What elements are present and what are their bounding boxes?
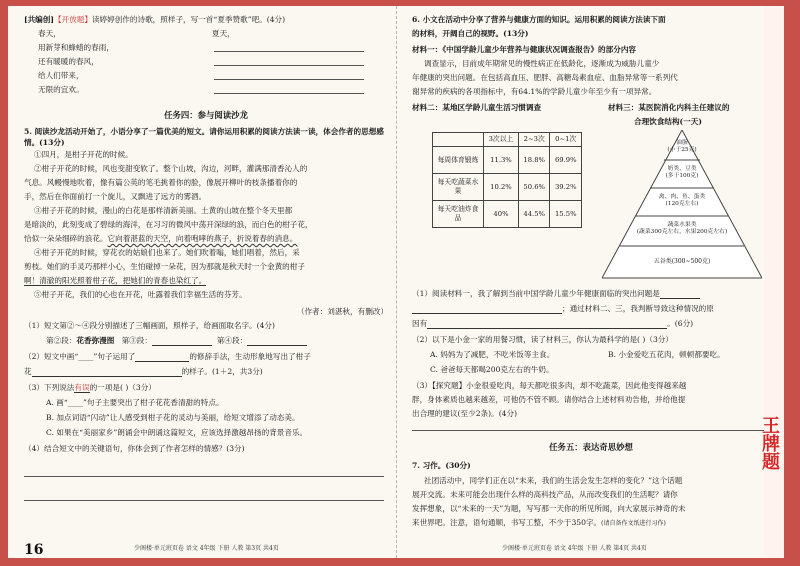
- para-4c: [24, 275, 206, 286]
- task4-title: 任务四：参与阅读沙龙: [164, 110, 248, 120]
- table-cell: 每天吃油炸食品: [433, 201, 484, 228]
- sq1-label-4: 第④段：: [216, 336, 248, 345]
- sq3-option-c: C. 如果在“美丽家乡”朗诵会中朗诵这篇短文，应该选择激越昂扬的背景音乐。: [46, 428, 308, 437]
- poem-right-label: 夏天，: [212, 29, 235, 38]
- r-sq3b: 胖，身体素质也越来越差，可他仍不管不顾。请你结合上述材料劝告他，并给他提: [412, 395, 686, 404]
- q-header-text: 读婷婷创作的诗歌，照样子，写一首“夏季赞歌”吧。(4分): [91, 15, 286, 24]
- q7d-note: (请自备作文纸进行习作): [601, 520, 666, 527]
- right-footer: 少阁楼·单元班页卷 语文 4年级 下册 人教 第4页 共4页: [502, 544, 647, 552]
- poem-line-3: 还有暖暖的春风，: [38, 57, 99, 66]
- m3-sub: 合理饮食结构(一天): [634, 117, 702, 126]
- q7b: 展开交流。未来可能会出现什么样的高科技产品，从而改变我们的生活呢？请你: [412, 490, 678, 499]
- q7c: 发挥想象，以“未来的一天”为题，写写那一天你的所见所闻，向大家展示神奇的未: [412, 504, 686, 513]
- r-sq1-blank-2[interactable]: [412, 304, 562, 314]
- sq1-blank-4[interactable]: [247, 336, 307, 346]
- pyramid-level-vegetables: 蔬菜水果类 (蔬菜300克左右，水果200克左右): [636, 222, 728, 235]
- para-2b: 气息。风幔慢地吹着，像有篇公英的笔毛挑着你的脸，像展开柳叶的枝条播着你的: [24, 178, 298, 187]
- table-header-cell: 2~3次: [518, 133, 550, 147]
- para-4c-underlined: 啊！清澈的阳光照着柑子花，把她们的青春也染红了。: [24, 276, 207, 285]
- poem-answer-line-4[interactable]: [214, 93, 364, 94]
- r-sq3a: （3）【探究题】小金很爱吃肉，每天都吃很多肉，却不吃蔬菜，因此他变得越来越: [412, 381, 687, 390]
- table-row: [433, 147, 582, 174]
- table-cell: 50.6%: [518, 174, 550, 201]
- para-4a: ④柑子开花的时候，穿花衣的姑娘们也来了。她们吹着嗡，她们唱着，然后，采: [34, 248, 300, 257]
- r-sq3c: 出合理的建议(至少2条)。(4分): [412, 409, 518, 418]
- tag-open: 【开放题】: [53, 15, 92, 24]
- r-sq2-option-a: A. 妈妈为了减肥，不吃米饭等主食。: [430, 350, 555, 359]
- table-cell: 15.5%: [550, 201, 582, 228]
- r-sq1b-text: ；通过材料二、三，我判断导致这种情况的原: [562, 304, 714, 313]
- sq3-end: 的一项是( )（3分）: [89, 383, 156, 392]
- sq3-option-b: B. 加点词语“闪动”让人感受到柑子花的灵动与美丽，给短文增添了动态美。: [46, 413, 300, 422]
- para-1: ①四月，是柑子开花的时候。: [34, 150, 133, 159]
- para-3a: ③柑子开花的时候，漫山的白花是那样清新美丽。土黄的山坡在整个冬天里都: [34, 206, 293, 215]
- pyramid-level-oil: 油脂 (小于25克): [667, 140, 697, 153]
- sq2-line-b: [24, 366, 263, 377]
- author-line: （作者：刘湛秋，有删改）: [296, 307, 388, 316]
- sq4: （4）结合短文中的关键语句，你体会到了作者怎样的情感？(3分): [24, 444, 245, 453]
- table-cell: 每天吃蔬菜水果: [433, 174, 484, 201]
- poem-line-2: 用新芽和蜂蜡的春雨，: [38, 43, 114, 52]
- sq3-line: [24, 382, 156, 393]
- left-footer: 少阁楼·单元班页卷 语文 4年级 下册 人教 第3页 共4页: [134, 544, 279, 552]
- r-sq1-blank-3[interactable]: [427, 319, 667, 329]
- para-4b: 剪枝。她们的手灵巧那样小心，生怕碰掉一朵花，因为那就是秋天时一个金黄的柑子: [24, 262, 305, 271]
- poem-answer-line-2[interactable]: [214, 65, 364, 66]
- right-page: [412, 6, 770, 558]
- para-3c: [24, 233, 297, 244]
- m2-title: 材料二：某地区学龄儿童生活习惯调查: [412, 103, 542, 112]
- poem-line-1: 春天，: [38, 29, 61, 38]
- sq2-text-a2: 的修辞手法，生动形象地写出了柑子: [189, 352, 311, 361]
- sq4-answer-line-1[interactable]: [24, 476, 384, 477]
- r-sq1-blank-1[interactable]: [660, 289, 700, 299]
- page-number: 16: [24, 541, 44, 558]
- q6: 6. 小文在活动中分享了营养与健康方面的知识。运用积累的阅读方法读下面: [412, 15, 666, 24]
- sq1-example: 花香弥漫图: [76, 336, 115, 345]
- sq1: （1）短文第②～④段分别描述了三幅画面，照样子，给画面取名字。(4分): [24, 321, 275, 330]
- poem-line-4: 给人们带来，: [38, 71, 84, 80]
- diet-pyramid: [602, 130, 762, 280]
- right-margin-strip: [759, 6, 784, 558]
- para-3b: 是暗淡的，此刻变成了碧绿的海洋，在习习的微风中荡开深绿的浪，而白色的柑子花，: [24, 220, 313, 229]
- table-cell: 10.2%: [484, 174, 519, 201]
- table-header-cell: 0~1次: [550, 133, 582, 147]
- table-cell: 44.5%: [518, 201, 550, 228]
- m1-title: 材料一：《中国学龄儿童少年营养与健康状况调查报告》的部分内容: [412, 45, 637, 54]
- para-5: ⑤柑子开花，我们的心也在开花，吐露着我们幸福生活的芬芳。: [34, 290, 247, 299]
- task5-title: 任务五：表达奇思妙想: [549, 442, 633, 452]
- sq2-line-a: [24, 351, 311, 362]
- sq2-text-b1: 花: [24, 367, 32, 376]
- table-cell: 11.3%: [484, 147, 519, 174]
- table-row: [433, 174, 582, 201]
- para-2c: 手，然后在你面前打一个旋儿，又飘进了远方的雾酒。: [24, 192, 207, 201]
- m1b: 年健康的突出问题。在包括高血压、肥胖、高糖岛素血症、血脂异常等一系列代: [412, 73, 678, 82]
- brand-vertical-text: 王牌题: [759, 416, 780, 470]
- para-3c-wavy: 它向着湛蓝的天空，向着咆哮的燕子，折说着春的消息。: [107, 234, 298, 243]
- pyramid-level-dairy: 奶类、豆类 (多于100克): [665, 166, 699, 179]
- r-sq1a: [412, 288, 700, 299]
- exam-spread: [8, 6, 784, 558]
- q7: 7. 习作。(30分): [412, 461, 471, 470]
- pyramid-level-grains: 五谷类(300~500克): [653, 258, 711, 265]
- sq3-red: 有误: [74, 383, 90, 392]
- para-2a: ②柑子开花的时候，风也变甜变软了。整个山坡，沟边，河畔，灌满那清香沁人的: [34, 164, 308, 173]
- table-cell: 40%: [484, 201, 519, 228]
- q-header: [24, 14, 285, 25]
- table-header-cell: [433, 133, 484, 147]
- left-page: [24, 6, 388, 558]
- table-cell: 39.2%: [550, 174, 582, 201]
- sq3-option-a: A. 画“____”句子主要突出了柑子花花香清甜的特点。: [46, 398, 224, 407]
- q7a: 社团活动中，同学们正在以“未来，我们的生活会发生怎样的变化？”这个话题: [424, 476, 683, 485]
- m1a: 调查显示，目前成年期常见的慢性病正在低龄化，逐渐成为威胁儿童少: [424, 59, 660, 68]
- sq1-label-3: 第③段：: [121, 336, 152, 345]
- r-sq1c-end: 。(6分): [667, 319, 694, 328]
- r-sq3-answer-line[interactable]: [412, 430, 764, 431]
- table-cell: 18.8%: [518, 147, 550, 174]
- poem-line-5: 无限的宜欢。: [38, 85, 84, 94]
- poem-answer-line-3[interactable]: [214, 79, 364, 80]
- table-header-cell: 3次以上: [484, 133, 519, 147]
- table-header-row: [433, 133, 582, 147]
- r-sq1c-text: 因有: [412, 319, 428, 328]
- q5-intro: 5. 阅读沙龙活动开始了，小语分享了一篇优美的短文。请你运用积累的阅读方法读一读，体会作者的思想感情。(13分): [24, 127, 384, 148]
- table-cell: 69.9%: [550, 147, 582, 174]
- poem-answer-line-1[interactable]: [214, 51, 364, 52]
- sq1-blank-3[interactable]: [152, 336, 212, 346]
- q7d-text: 来世界吧。注意，语句通顺，书写工整，不少于350字。: [412, 518, 602, 527]
- para-3c-text: 恰似一朵朵细碎的浪花。: [24, 234, 108, 243]
- pyramid-level-meat: 禽、肉、鱼、蛋类 (120克左右): [658, 194, 706, 207]
- page-gutter: [396, 6, 407, 558]
- q7d: [412, 517, 666, 529]
- r-sq1a-text: （1）阅读材料一，我了解到当前中国学龄儿童少年健康面临的突出问题是: [412, 289, 660, 298]
- sq1-blanks: [46, 335, 307, 346]
- r-sq2-option-b: B. 小金爱吃五花肉，顿顿都要吃。: [608, 350, 725, 359]
- r-sq1b: [412, 303, 714, 314]
- table-row: [433, 201, 582, 228]
- sq2-text-a: （2）短文中画“____”句子运用了: [24, 352, 136, 361]
- sq3-text: （3）下列说法: [24, 383, 75, 392]
- sq2-blank-1[interactable]: [135, 352, 189, 362]
- m3-title: 材料三：某医院消化内科主任建议的: [608, 103, 730, 112]
- habit-table: [432, 132, 582, 228]
- sq1-label-2: 第②段：: [46, 336, 77, 345]
- r-sq2: （2）以下是小金一家的用餐习惯，读了材料三，你认为最科学的是( )（3分）: [412, 335, 673, 344]
- sq2-text-b2: 的样子。(1＋2，共3分): [181, 367, 263, 376]
- m1c: 谢异常的疾病的各项指标中，有64.1%的学龄儿童少年至少有一项异常。: [412, 87, 657, 96]
- q6b: 的材料，开阔自己的视野。(13分): [412, 29, 529, 38]
- tag-bianchuang: [共编创]: [24, 15, 54, 24]
- table-cell: 每周体育锻炼: [433, 147, 484, 174]
- sq4-answer-line-2[interactable]: [24, 500, 384, 501]
- sq2-blank-2[interactable]: [32, 367, 182, 377]
- r-sq1c: [412, 318, 693, 329]
- r-sq2-option-c: C. 爸爸每天都喝200克左右的牛奶。: [430, 365, 554, 374]
